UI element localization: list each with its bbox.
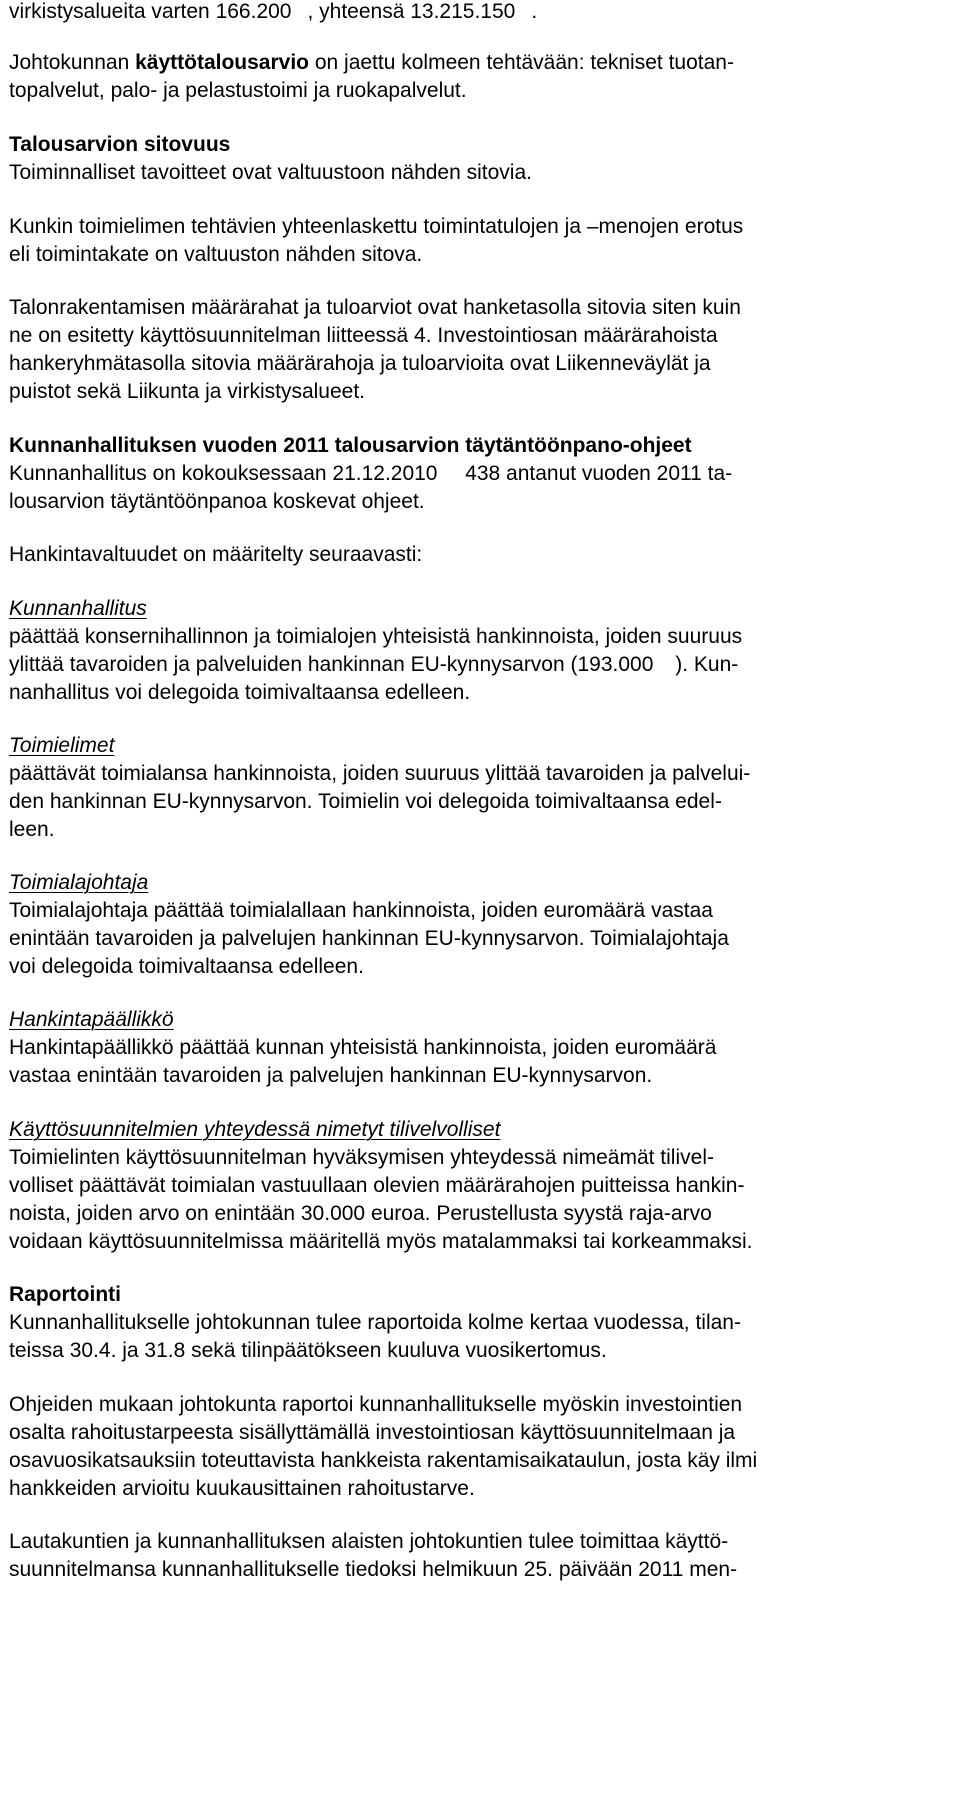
paragraph-line: Toimielinten käyttösuunnitelman hyväksymisen yhteydessä nimeämät tilivel- (9, 1146, 714, 1169)
paragraph-line: suunnitelmansa kunnanhallitukselle tiedoksi helmikuun 25. päivään 2011 men- (9, 1558, 738, 1581)
paragraph-line: Kunkin toimielimen tehtävien yhteenlaskettu toimintatulojen ja –menojen erotus (9, 215, 744, 238)
paragraph-line: ylittää tavaroiden ja palveluiden hankinnan EU-kynnysarvon (193.000 ). Kun- (9, 653, 739, 676)
paragraph-line: osavuosikatsauksiin toteuttavista hankkeista rakentamisaikataulun, josta käy ilmi (9, 1449, 758, 1472)
paragraph-line: topalvelut, palo- ja pelastustoimi ja ruokapalvelut. (9, 79, 467, 102)
paragraph-line: hankkeiden arvioitu kuukausittainen rahoitustarve. (9, 1477, 475, 1500)
paragraph-line: Johtokunnan käyttötalousarvio on jaettu kolmeen tehtävään: tekniset tuotan- (9, 51, 734, 74)
paragraph-line: lousarvion täytäntöönpanoa koskevat ohjeet. (9, 490, 425, 513)
paragraph-line: Toiminnalliset tavoitteet ovat valtuustoon nähden sitovia. (9, 161, 532, 184)
subsection-heading: Toimielimet (9, 734, 115, 757)
paragraph-line: volliset päättävät toimialan vastuullaan olevien määrärahojen puitteissa hankin- (9, 1174, 745, 1197)
section-heading: Raportointi (9, 1283, 121, 1306)
paragraph-line: osalta rahoitustarpeesta sisällyttämällä investointiosan käyttösuunnitelmaan ja (9, 1421, 736, 1444)
subsection-heading: Kunnanhallitus (9, 597, 147, 620)
paragraph-line: ne on esitetty käyttösuunnitelman liitteessä 4. Investointiosan määrärahoista (9, 324, 718, 347)
bold-term: käyttötalousarvio (135, 51, 309, 74)
paragraph-line: Hankintapäällikkö päättää kunnan yhteisistä hankinnoista, joiden euromäärä (9, 1036, 717, 1059)
paragraph-line: hankeryhmätasolla sitovia määrärahoja ja tuloarvioita ovat Liikenneväylät ja (9, 352, 711, 375)
paragraph-line: vastaa enintään tavaroiden ja palvelujen hankinnan EU-kynnysarvon. (9, 1064, 653, 1087)
paragraph-line: Kunnanhallitukselle johtokunnan tulee raportoida kolme kertaa vuodessa, tilan- (9, 1311, 741, 1334)
paragraph-line: Hankintavaltuudet on määritelty seuraavasti: (9, 543, 423, 566)
paragraph-line: Kunnanhallitus on kokouksessaan 21.12.2010 438 antanut vuoden 2011 ta- (9, 462, 733, 485)
section-heading: Kunnanhallituksen vuoden 2011 talousarvion täytäntöönpano-ohjeet (9, 434, 692, 457)
paragraph-line: den hankinnan EU-kynnysarvon. Toimielin voi delegoida toimivaltaansa edel- (9, 790, 722, 813)
subsection-heading: Käyttösuunnitelmien yhteydessä nimetyt tilivelvolliset (9, 1118, 501, 1141)
paragraph-line: nanhallitus voi delegoida toimivaltaansa edelleen. (9, 681, 471, 704)
paragraph-line: eli toimintakate on valtuuston nähden sitova. (9, 243, 423, 266)
paragraph-line: Talonrakentamisen määrärahat ja tuloarviot ovat hanketasolla sitovia siten kuin (9, 296, 741, 319)
section-heading: Talousarvion sitovuus (9, 133, 231, 156)
paragraph-line: voidaan käyttösuunnitelmissa määritellä myös matalammaksi tai korkeammaksi. (9, 1230, 753, 1253)
paragraph-line: voi delegoida toimivaltaansa edelleen. (9, 955, 364, 978)
paragraph-line: puistot sekä Liikunta ja virkistysalueet. (9, 380, 366, 403)
paragraph-line: enintään tavaroiden ja palvelujen hankinnan EU-kynnysarvon. Toimialajohtaja (9, 927, 729, 950)
paragraph-line: leen. (9, 818, 55, 841)
subsection-heading: Hankintapäällikkö (9, 1008, 174, 1031)
paragraph-line: virkistysalueita varten 166.200 , yhteensä 13.215.150 . (9, 0, 538, 23)
paragraph-line: teissa 30.4. ja 31.8 sekä tilinpäätökseen kuuluva vuosikertomus. (9, 1339, 607, 1362)
paragraph-line: Lautakuntien ja kunnanhallituksen alaisten johtokuntien tulee toimittaa käyttö- (9, 1530, 729, 1553)
paragraph-line: Ohjeiden mukaan johtokunta raportoi kunnanhallitukselle myöskin investointien (9, 1393, 743, 1416)
subsection-heading: Toimialajohtaja (9, 871, 149, 894)
paragraph-line: noista, joiden arvo on enintään 30.000 euroa. Perustellusta syystä raja-arvo (9, 1202, 712, 1225)
paragraph-line: päättävät toimialansa hankinnoista, joiden suuruus ylittää tavaroiden ja palvelui- (9, 762, 751, 785)
paragraph-line: päättää konsernihallinnon ja toimialojen yhteisistä hankinnoista, joiden suuruus (9, 625, 743, 648)
paragraph-line: Toimialajohtaja päättää toimialallaan hankinnoista, joiden euromäärä vastaa (9, 899, 713, 922)
